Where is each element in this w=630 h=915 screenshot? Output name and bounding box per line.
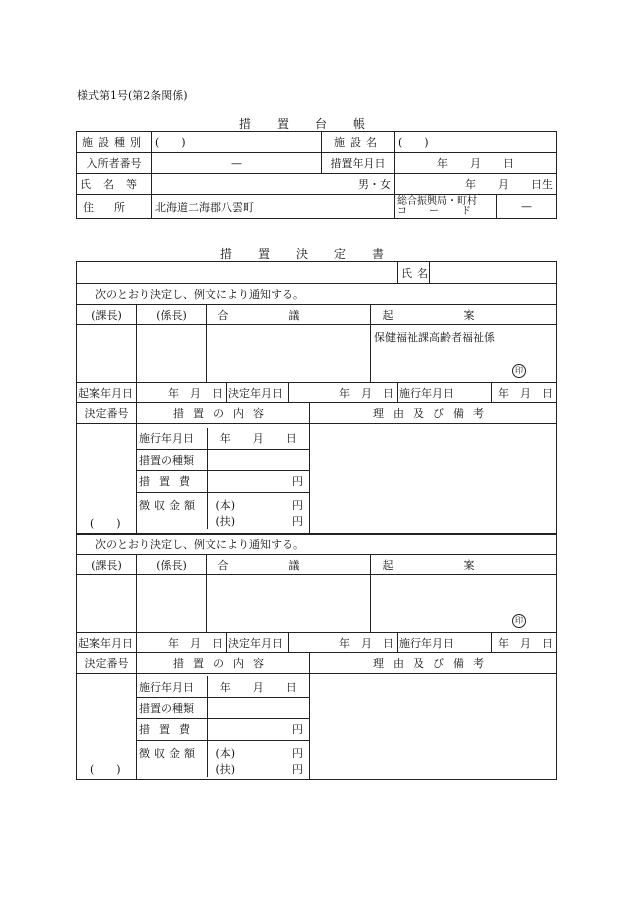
hon-label-2: (本): [215, 746, 236, 760]
register-table: [76, 131, 557, 219]
decision-name-blank: [77, 262, 398, 284]
draft-date-label-2: 起案年月日: [77, 633, 137, 653]
measure-date-field[interactable]: 年 月 日: [395, 153, 557, 174]
type-field-1[interactable]: [207, 449, 309, 470]
consult-label-1: 合議: [207, 305, 371, 325]
cost-field-2[interactable]: 円: [207, 718, 309, 740]
code-field[interactable]: —: [497, 195, 557, 219]
reason-field-1[interactable]: [310, 424, 557, 534]
decision-table: [76, 261, 557, 780]
facility-name-field[interactable]: ( ): [395, 132, 557, 153]
content-inner-2: [137, 676, 309, 777]
decision-date-field-2[interactable]: 年 月 日: [289, 633, 398, 653]
enforce-date-label-2: 施行年月日: [398, 633, 492, 653]
subsection-chief-seal-1[interactable]: [137, 325, 207, 383]
collection-field-2[interactable]: [207, 740, 309, 777]
decision-name-field[interactable]: [430, 262, 557, 284]
seal-icon: 印: [512, 614, 526, 628]
decision-no-label-2: 決定番号: [77, 653, 137, 674]
address-label: 住所: [77, 195, 152, 219]
collection-field-1[interactable]: [207, 492, 309, 529]
cost-label-2: 措置費: [137, 718, 207, 740]
content-label-1: 措置の内容: [137, 403, 310, 424]
draft-field-2[interactable]: [371, 575, 557, 633]
reason-field-2[interactable]: [310, 674, 557, 780]
fu-label-1: (扶): [215, 514, 236, 528]
section-chief-seal-2[interactable]: [77, 575, 137, 633]
decision-title: 措置決定書: [219, 247, 410, 261]
register-title: 措置台帳: [238, 117, 391, 131]
type-field-2[interactable]: [207, 697, 309, 718]
facility-type-label: 施設種別: [77, 132, 152, 153]
cost-field-1[interactable]: 円: [207, 470, 309, 492]
gender-field[interactable]: 男・女: [152, 174, 395, 195]
consult-field-1[interactable]: [207, 325, 371, 383]
subsection-chief-seal-2[interactable]: [137, 575, 207, 633]
bureau-code-label: [395, 195, 497, 219]
section-chief-seal-1[interactable]: [77, 325, 137, 383]
decision-no-field-1[interactable]: [77, 424, 137, 534]
decision-date-label-2: 決定年月日: [227, 633, 289, 653]
form-caption: 様式第1号(第2条関係): [77, 89, 188, 102]
collection-label-2: 徴収金額: [137, 740, 207, 777]
cost-label-1: 措置費: [137, 470, 207, 492]
birth-date-field[interactable]: 年 月 日生: [395, 174, 557, 195]
draft-date-label-1: 起案年月日: [77, 383, 137, 403]
decision-no-field-2[interactable]: [77, 674, 137, 780]
bureau-label: 総合振興局・町村: [397, 195, 477, 207]
decision-no-label-1: 決定番号: [77, 403, 137, 424]
reason-label-2: 理由及び備考: [310, 653, 557, 674]
code-label: コード: [397, 205, 493, 217]
decision-no-paren-1: ( ): [90, 516, 121, 530]
enforce-date-field-1[interactable]: 年 月 日: [492, 383, 557, 403]
draft-label-1: 起案: [371, 305, 557, 325]
section-chief-label-2: (課長): [77, 555, 137, 575]
decision-name-label: 氏名: [398, 262, 430, 284]
admission-no-label: 入所者番号: [77, 153, 152, 174]
facility-name-label: 施設名: [322, 132, 395, 153]
decision-no-paren-2: ( ): [90, 763, 121, 776]
collection-label-1: 徴収金額: [137, 492, 207, 529]
admission-no-field[interactable]: —: [152, 153, 322, 174]
hon-yen-1: 円: [292, 498, 303, 512]
address-field[interactable]: 北海道二海郡八雲町: [152, 195, 395, 219]
enforce-row-label-1: 施行年月日: [137, 428, 207, 449]
draft-field-1[interactable]: [371, 325, 557, 383]
subsection-chief-label-1: (係長): [137, 305, 207, 325]
subsection-chief-label-2: (係長): [137, 555, 207, 575]
content-label-2: 措置の内容: [137, 653, 310, 674]
seal-icon: 印: [512, 364, 526, 378]
content-grid-1: [137, 424, 310, 534]
fu-yen-2: 円: [292, 762, 303, 776]
draft-date-field-2[interactable]: 年 月 日: [137, 633, 227, 653]
type-label-2: 措置の種類: [137, 697, 207, 718]
section-chief-label-1: (課長): [77, 305, 137, 325]
content-inner-1: [137, 428, 309, 529]
drafter-text-1: 保健福祉課高齢者福祉係: [374, 331, 495, 344]
enforce-row-field-1[interactable]: 年 月 日: [207, 428, 309, 449]
enforce-date-label-1: 施行年月日: [398, 383, 492, 403]
decision-date-label-1: 決定年月日: [227, 383, 289, 403]
enforce-row-field-2[interactable]: 年 月 日: [207, 676, 309, 697]
draft-date-field-1[interactable]: 年 月 日: [137, 383, 227, 403]
consult-field-2[interactable]: [207, 575, 371, 633]
hon-yen-2: 円: [292, 746, 303, 760]
fu-yen-1: 円: [292, 514, 303, 528]
notice-text-1: 次のとおり決定し、例文により通知する。: [77, 284, 557, 305]
facility-type-field[interactable]: ( ): [152, 132, 322, 153]
hon-label-1: (本): [215, 498, 236, 512]
name-label: 氏名等: [77, 174, 152, 195]
measure-date-label: 措置年月日: [322, 153, 395, 174]
consult-label-2: 合議: [207, 555, 371, 575]
draft-label-2: 起案: [371, 555, 557, 575]
notice-text-2: 次のとおり決定し、例文により通知する。: [77, 534, 557, 555]
enforce-row-label-2: 施行年月日: [137, 676, 207, 697]
enforce-date-field-2[interactable]: 年 月 日: [492, 633, 557, 653]
reason-label-1: 理由及び備考: [310, 403, 557, 424]
content-grid-2: [137, 674, 310, 780]
fu-label-2: (扶): [215, 762, 236, 776]
type-label-1: 措置の種類: [137, 449, 207, 470]
decision-date-field-1[interactable]: 年 月 日: [289, 383, 398, 403]
